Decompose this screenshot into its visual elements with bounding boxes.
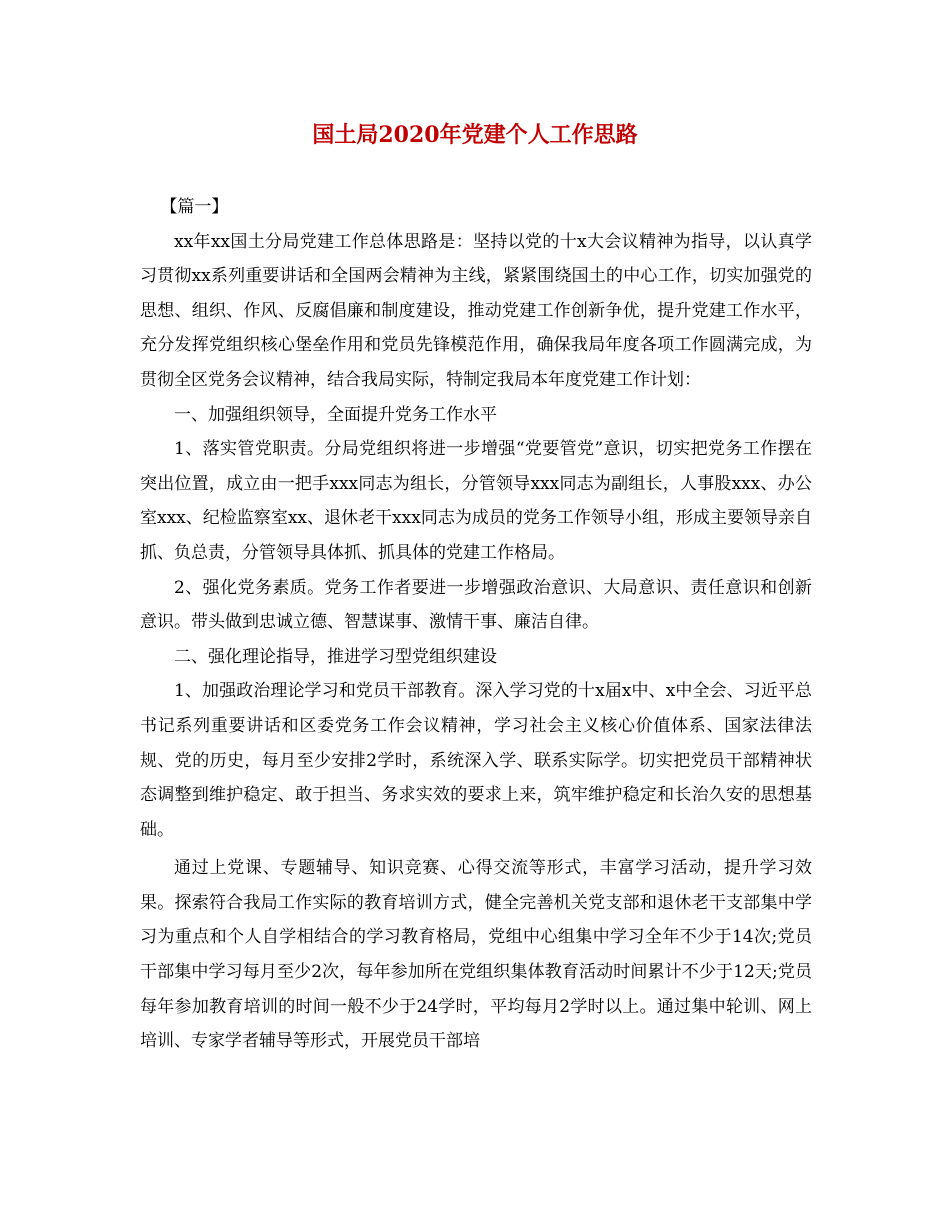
paragraph: 2、强化党务素质。党务工作者要进一步增强政治意识、大局意识、责任意识和创新意识。带头做到忠诚立德、智慧谋事、激情干事、廉洁自律。 xyxy=(140,577,812,633)
section-label: 【篇一】 xyxy=(160,197,229,217)
paragraph: 1、落实管党职责。分局党组织将进一步增强“党要管党”意识，切实把党务工作摆在突出位置，成立由一把手xxx同志为组长，分管领导xxx同志为副组长，人事股xxx、办公室xxx、纪检监察室xx、退休老干xxx同志为成员的党务工作领导小组，形成主要领导亲自抓、负总责，分管领导具体抓、抓具体的党建工作格局。 xyxy=(140,439,812,563)
section-heading: 二、强化理论指导，推进学习型党组织建设 xyxy=(174,646,497,667)
paragraph: 1、加强政治理论学习和党员干部教育。深入学习党的十x届x中、x中全会、习近平总书记系列重要讲话和区委党务工作会议精神，学习社会主义核心价值体系、国家法律法规、党的历史，每月至少安排2学时，系统深入学、联系实际学。切实把党员干部精神状态调整到维护稳定、敢于担当、务求实效的要求上来，筑牢维护稳定和长治久安的思想基础。 xyxy=(140,681,812,840)
paragraph: 通过上党课、专题辅导、知识竞赛、心得交流等形式，丰富学习活动，提升学习效果。探索符合我局工作实际的教育培训方式，健全完善机关党支部和退休老干支部集中学习为重点和个人自学相结合的学习教育格局，党组中心组集中学习全年不少于14次;党员干部集中学习每月至少2次，每年参加所在党组织集体教育活动时间累计不少于12天;党员每年参加教育培训的时间一般不少于24学时，平均每月2学时以上。通过集中轮训、网上培训、专家学者辅导等形式，开展党员干部培 xyxy=(140,858,812,1052)
section-heading: 一、加强组织领导，全面提升党务工作水平 xyxy=(174,404,497,425)
document-title: 国土局2020年党建个人工作思路 xyxy=(312,122,638,148)
document-body xyxy=(140,190,812,1059)
paragraph: xx年xx国土分局党建工作总体思路是：坚持以党的十x大会议精神为指导，以认真学习贯彻xx系列重要讲话和全国两会精神为主线，紧紧围绕国土的中心工作，切实加强党的思想、组织、作风、反腐倡廉和制度建设，推动党建工作创新争优，提升党建工作水平，充分发挥党组织核心堡垒作用和党员先锋模范作用，确保我局年度各项工作圆满完成，为贯彻全区党务会议精神，结合我局实际，特制定我局本年度党建工作计划： xyxy=(140,231,812,390)
